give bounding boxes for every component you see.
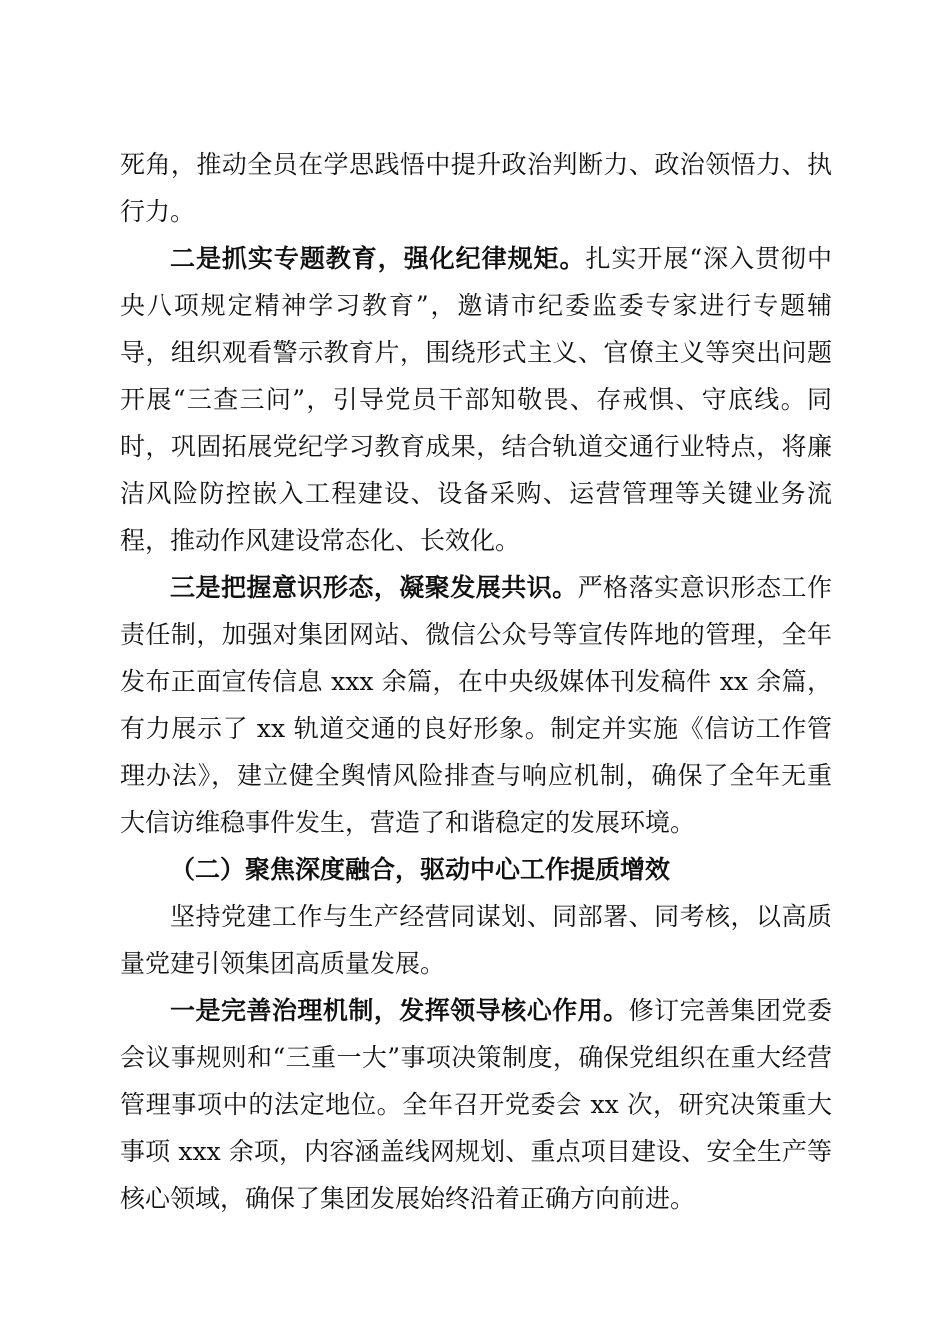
document-body [120, 141, 832, 1222]
paragraph-item-1 [120, 987, 832, 1222]
section-heading: （二）聚焦深度融合，驱动中心工作提质增效 [170, 855, 671, 884]
paragraph-text: 修订完善集团党委会议事规则和“三重一大”事项决策制度，确保党组织在重大经营管理事项中的法定地位。全年召开党委会 xx 次，研究决策重大事项 xxx 余项，内容涵盖线网规划、重点项目建设、安全生产等核心领域，确保了集团发展始终沿着正确方向前进。 [120, 996, 832, 1213]
paragraph-lead: 一是完善治理机制，发挥领导核心作用。 [170, 996, 629, 1025]
paragraph-item-2 [120, 235, 832, 564]
paragraph-continuation: 死角，推动全员在学思践悟中提升政治判断力、政治领悟力、执行力。 [120, 150, 832, 226]
paragraph-body: 坚持党建工作与生产经营同谋划、同部署、同考核，以高质量党建引领集团高质量发展。 [120, 902, 832, 978]
paragraph-item-3 [120, 564, 832, 846]
paragraph-lead: 二是抓实专题教育，强化纪律规矩。 [170, 244, 586, 273]
paragraph-text: 严格落实意识形态工作责任制，加强对集团网站、微信公众号等宣传阵地的管理，全年发布正面宣传信息 xxx 余篇，在中央级媒体刊发稿件 xx 余篇，有力展示了 xx 轨道交通的良好形象。制定并实施《信访工作管理办法》，建立健全舆情风险排查与响应机制，确保了全年无重大信访维稳事件发生，营造了和谐稳定的发展环境。 [120, 573, 832, 837]
paragraph-text: 扎实开展“深入贯彻中央八项规定精神学习教育”，邀请市纪委监委专家进行专题辅导，组织观看警示教育片，围绕形式主义、官僚主义等突出问题开展“三查三问”，引导党员干部知敬畏、存戒惧、守底线。同时，巩固拓展党纪学习教育成果，结合轨道交通行业特点，将廉洁风险防控嵌入工程建设、设备采购、运营管理等关键业务流程，推动作风建设常态化、长效化。 [120, 244, 832, 555]
paragraph-lead: 三是把握意识形态，凝聚发展共识。 [170, 573, 578, 602]
